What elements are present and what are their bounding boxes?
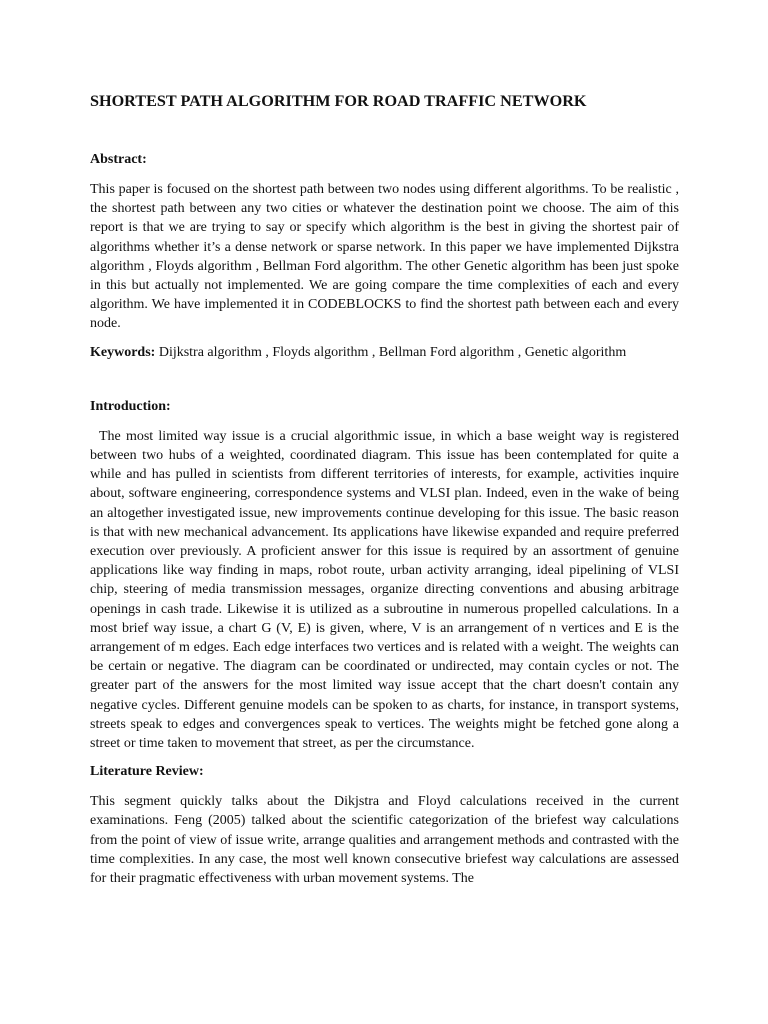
introduction-text: The most limited way issue is a crucial algorithmic issue, in which a base weight way is registered between two hubs of a weighted, coordinated diagram. This issue has been contemplated for quite a while and has pulled in scientists from different territories of interests, for example, activities inquire about, software engineering, correspondence systems and VLSI plan. Indeed, even in the wake of being an altogether investigated issue, new improvements continue developing for this issue. The basic reason is that with new mechanical advancement. Its applications have likewise expanded and require preferred execution over previously. A proficient answer for this issue is required by an assortment of genuine applications like way finding in maps, robot route, urban activity arranging, ideal pipelining of VLSI chip, steering of media transmission messages, organize directing conventions and abusing arbitrage openings in cash trade. Likewise it is utilized as a subroutine in numerous propelled calculations. In a most brief way issue, a chart G (V, E) is given, where, V is an arrangement of n vertices and E is the arrangement of m edges. Each edge interfaces two vertices and is related with a weight. The weights can be certain or negative. The diagram can be coordinated or undirected, may contain cycles or not. The greater part of the answers for the most limited way issue accept that the chart doesn't contain any negative cycles. Different genuine models can be spoken to as charts, for instance, in transport systems, streets speak to edges and convergences speak to vertices. The weights might be fetched gone along a street or time taken to movement that street, as per the circumstance. <box>90 428 679 752</box>
literature-review-text: This segment quickly talks about the Dikjstra and Floyd calculations received in the current examinations. Feng (2005) talked about the scientific categorization of the briefest way calculations from the point of view of issue write, arrange qualities and arrangement methods and contrasted with the time complexities. In any case, the most well known consecutive briefest way calculations are assessed for their pragmatic effectiveness with urban movement systems. The <box>90 794 679 887</box>
abstract-heading: Abstract: <box>90 152 147 167</box>
introduction-heading: Introduction: <box>90 398 171 414</box>
document-page <box>90 90 679 888</box>
keywords-paragraph <box>90 343 679 362</box>
keywords-text: Dijkstra algorithm , Floyds algorithm , Bellman Ford algorithm , Genetic algorithm <box>155 344 627 360</box>
abstract-text: This paper is focused on the shortest path between two nodes using different algorithms. To be realistic , the shortest path between any two cities or whatever the destination point we choose. The aim of this report is that we are trying to say or specify which algorithm is the best in giving the shortest pair of algorithms whether it’s a dense network or sparse network. In this paper we have implemented Dijkstra algorithm , Floyds algorithm , Bellman Ford algorithm. The other Genetic algorithm has been just spoke in this but actually not implemented. We are going compare the time complexities of each and every algorithm. We have implemented it in CODEBLOCKS to find the shortest path between each and every node. <box>90 182 679 332</box>
literature-review-heading: Literature Review: <box>90 764 204 780</box>
paper-title: SHORTEST PATH ALGORITHM FOR ROAD TRAFFIC NETWORK <box>90 92 587 110</box>
keywords-label: Keywords: <box>90 344 156 360</box>
